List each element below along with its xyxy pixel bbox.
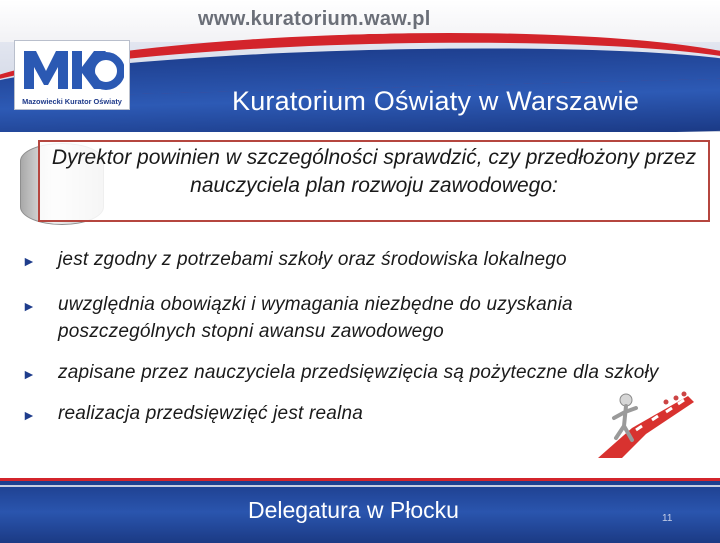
footer-banner (0, 478, 720, 543)
list-item-text: realizacja przedsięwzięć jest realna (58, 403, 364, 424)
page-number: 11 (662, 513, 673, 524)
footer-title: Delegatura w Płocku (248, 497, 459, 523)
triangle-right-icon: ► (22, 298, 37, 314)
list-item-text: zapisane przez nauczyciela przedsięwzięcia są pożyteczne dla szkoły (58, 362, 659, 383)
runner-illustration-icon (596, 388, 696, 460)
list-item (22, 359, 702, 386)
list-item (22, 291, 702, 345)
mko-logo-mark-icon (20, 45, 124, 93)
logo-caption: Mazowiecki Kurator Oświaty (22, 97, 122, 106)
header-url[interactable]: www.kuratorium.waw.pl (198, 8, 431, 30)
list-item-text: uwzględnia obowiązki i wymagania niezbędne do uzyskania poszczególnych stopni awansu zawodowego (58, 294, 573, 342)
triangle-right-icon: ► (22, 366, 37, 382)
mko-logo (14, 40, 130, 110)
callout-box (38, 140, 710, 222)
footer-divider (0, 485, 720, 487)
callout-text: Dyrektor powinien w szczególności sprawdzić, czy przedłożony przez nauczyciela plan rozwoju zawodowego: (51, 146, 697, 197)
triangle-right-icon: ► (22, 253, 37, 269)
header-title: Kuratorium Oświaty w Warszawie (232, 86, 640, 116)
list-item (22, 246, 702, 273)
list-item-text: jest zgodny z potrzebami szkoły oraz środowiska lokalnego (58, 249, 567, 270)
triangle-right-icon: ► (22, 407, 37, 423)
